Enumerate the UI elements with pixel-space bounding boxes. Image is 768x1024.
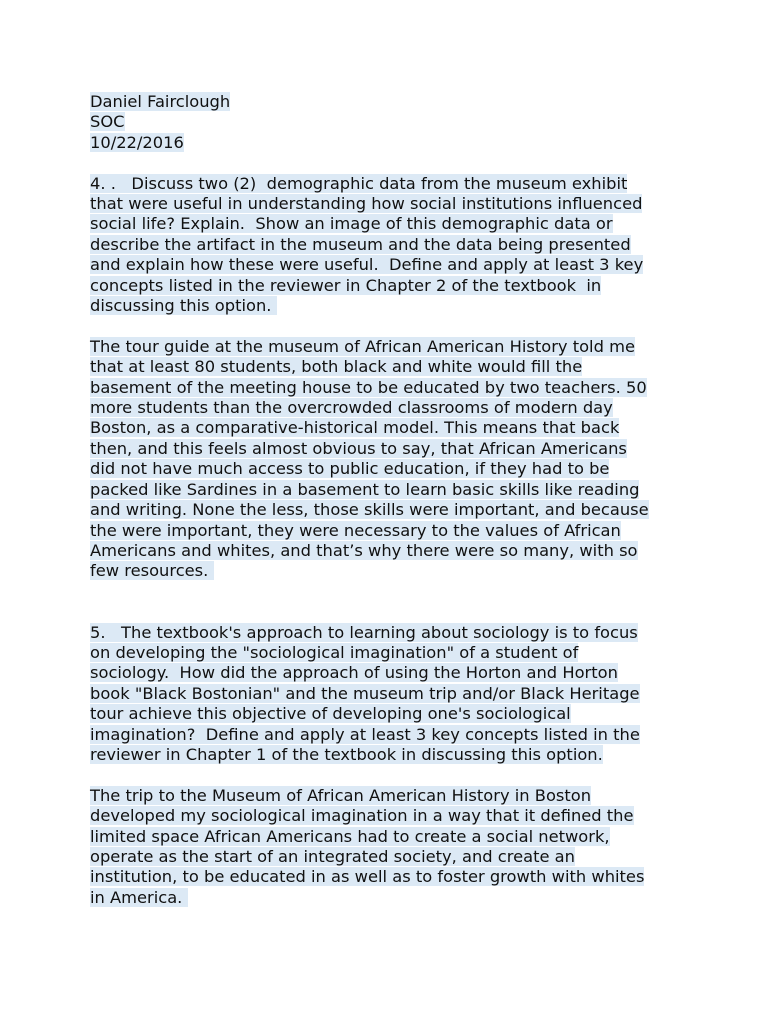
- answer-4-line: Americans and whites, and that’s why there were so many, with so: [90, 540, 638, 560]
- question-5-line: book "Black Bostonian" and the museum trip and/or Black Heritage: [90, 683, 640, 703]
- question-5-line: tour achieve this objective of developing one's sociological: [90, 704, 571, 724]
- answer-5-line: developed my sociological imagination in a way that it defined the: [90, 806, 634, 826]
- question-5-line: sociology. How did the approach of using the Horton and Horton: [90, 663, 618, 683]
- question-5-line: 5. The textbook's approach to learning about sociology is to focus: [90, 622, 638, 642]
- answer-4-line: that at least 80 students, both black and white would fill the: [90, 357, 583, 377]
- answer-4-line: few resources.: [90, 561, 214, 581]
- author-name: Daniel Fairclough: [90, 92, 231, 111]
- answer-4-line: more students than the overcrowded classrooms of modern day: [90, 398, 613, 418]
- question-4-prompt: [90, 174, 690, 317]
- course-name: SOC: [90, 112, 125, 132]
- answer-5-line: operate as the start of an integrated society, and create an: [90, 846, 575, 866]
- answer-5-paragraph: [90, 786, 690, 908]
- question-5-line: on developing the "sociological imagination" of a student of: [90, 642, 579, 662]
- question-4-line: concepts listed in the reviewer in Chapter 2 of the textbook in: [90, 275, 602, 295]
- question-5-line: reviewer in Chapter 1 of the textbook in discussing this option.: [90, 744, 603, 764]
- document-header: [90, 92, 690, 153]
- answer-4-line: packed like Sardines in a basement to learn basic skills like reading: [90, 479, 640, 499]
- question-4-line: 4. . Discuss two (2) demographic data from the museum exhibit: [90, 173, 628, 193]
- question-4-line: social life? Explain. Show an image of this demographic data or: [90, 214, 613, 234]
- answer-5-line: institution, to be educated in as well as to foster growth with whites: [90, 867, 645, 887]
- question-4-line: and explain how these were useful. Define and apply at least 3 key: [90, 255, 644, 275]
- answer-4-line: did not have much access to public education, if they had to be: [90, 459, 610, 479]
- answer-5-line: in America.: [90, 887, 188, 907]
- answer-4-line: then, and this feels almost obvious to say, that African Americans: [90, 438, 627, 458]
- question-5-prompt: [90, 623, 690, 766]
- answer-4-line: basement of the meeting house to be educated by two teachers. 50: [90, 377, 647, 397]
- document-date: 10/22/2016: [90, 132, 184, 152]
- question-4-line: describe the artifact in the museum and the data being presented: [90, 234, 631, 254]
- question-4-line: discussing this option.: [90, 296, 277, 316]
- question-5-line: imagination? Define and apply at least 3 key concepts listed in the: [90, 724, 640, 744]
- answer-5-line: limited space African Americans had to create a social network,: [90, 826, 610, 846]
- document-page: [90, 92, 690, 908]
- answer-4-paragraph: [90, 337, 690, 582]
- answer-4-line: the were important, they were necessary to the values of African: [90, 520, 621, 540]
- question-4-line: that were useful in understanding how social institutions influenced: [90, 194, 643, 214]
- answer-4-line: The tour guide at the museum of African American History told me: [90, 336, 635, 356]
- answer-5-line: The trip to the Museum of African American History in Boston: [90, 785, 592, 805]
- answer-4-line: and writing. None the less, those skills were important, and because: [90, 500, 649, 520]
- answer-4-line: Boston, as a comparative-historical model. This means that back: [90, 418, 620, 438]
